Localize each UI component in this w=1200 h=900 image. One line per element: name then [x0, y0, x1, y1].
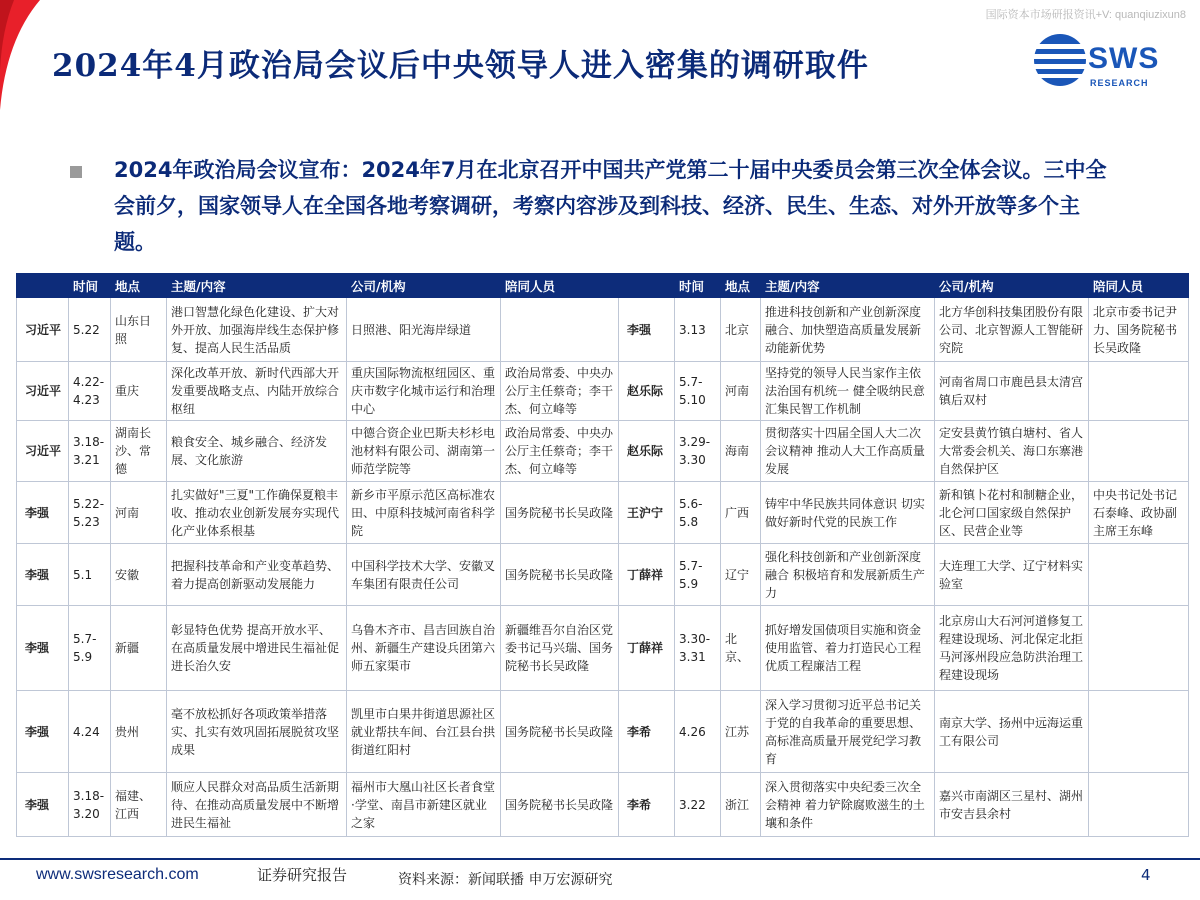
page-number: 4 [1141, 866, 1151, 884]
date-cell: 3.29-3.30 [675, 421, 721, 482]
date-cell: 3.13 [675, 298, 721, 362]
organization-cell: 福州市大凰山社区长者食堂·学堂、南昌市新建区就业之家 [347, 773, 501, 837]
leader-cell: 李强 [17, 773, 69, 837]
topic-cell: 坚持党的领导人民当家作主依法治国有机统一 健全吸纳民意汇集民智工作机制 [761, 362, 935, 421]
table-row [17, 362, 1189, 421]
topic-cell: 毫不放松抓好各项政策举措落实、扎实有效巩固拓展脱贫攻坚成果 [167, 691, 347, 773]
header-cell: 公司/机构 [935, 274, 1089, 298]
location-cell: 江苏 [721, 691, 761, 773]
location-cell: 福建、江西 [111, 773, 167, 837]
leader-cell: 赵乐际 [619, 362, 675, 421]
topic-cell: 铸牢中华民族共同体意识 切实做好新时代党的民族工作 [761, 482, 935, 544]
date-cell: 5.1 [69, 544, 111, 606]
organization-cell: 嘉兴市南湖区三星村、湖州市安吉县余村 [935, 773, 1089, 837]
leader-cell: 李强 [619, 298, 675, 362]
location-cell: 浙江 [721, 773, 761, 837]
organization-cell: 大连理工大学、辽宁材料实验室 [935, 544, 1089, 606]
organization-cell: 凯里市白果井街道思源社区就业帮扶车间、台江县台拱街道红阳村 [347, 691, 501, 773]
header-cell [619, 274, 675, 298]
date-cell: 5.7-5.9 [675, 544, 721, 606]
topic-cell: 深入学习贯彻习近平总书记关于党的自我革命的重要思想、高标准高质量开展党纪学习教育 [761, 691, 935, 773]
leader-cell: 李希 [619, 691, 675, 773]
date-cell: 3.22 [675, 773, 721, 837]
date-cell: 5.22 [69, 298, 111, 362]
organization-cell: 定安县黄竹镇白塘村、省人大常委会机关、海口东寨港自然保护区 [935, 421, 1089, 482]
topic-cell: 贯彻落实十四届全国人大二次会议精神 推动人大工作高质量发展 [761, 421, 935, 482]
leader-cell: 赵乐际 [619, 421, 675, 482]
footer-source-note: 资料来源：新闻联播 申万宏源研究 [398, 872, 613, 888]
companion-cell: 国务院秘书长吴政隆 [501, 544, 619, 606]
organization-cell: 新乡市平原示范区高标准农田、中原科技城河南省科学院 [347, 482, 501, 544]
companion-cell [1089, 606, 1189, 691]
leader-cell: 李强 [17, 544, 69, 606]
organization-cell: 南京大学、扬州中远海运重工有限公司 [935, 691, 1089, 773]
topic-cell: 港口智慧化绿色化建设、扩大对外开放、加强海岸线生态保护修复、提高人民生活品质 [167, 298, 347, 362]
topic-cell: 深入贯彻落实中央纪委三次全会精神 着力铲除腐败滋生的土壤和条件 [761, 773, 935, 837]
companion-cell: 中央书记处书记石泰峰、政协副主席王东峰 [1089, 482, 1189, 544]
watermark-text: 国际资本市场研报资讯+V: quanqiuzixun8 [985, 9, 1186, 21]
location-cell: 新疆 [111, 606, 167, 691]
companion-cell: 国务院秘书长吴政隆 [501, 773, 619, 837]
companion-cell [1089, 691, 1189, 773]
organization-cell: 北方华创科技集团股份有限公司、北京智源人工智能研究院 [935, 298, 1089, 362]
date-cell: 3.18-3.21 [69, 421, 111, 482]
organization-cell: 新和镇卜花村和制糖企业，北仑河口国家级自然保护区、民营企业等 [935, 482, 1089, 544]
companion-cell: 新疆维吾尔自治区党委书记马兴瑞、国务院秘书长吴政隆 [501, 606, 619, 691]
location-cell: 贵州 [111, 691, 167, 773]
table-row [17, 298, 1189, 362]
leader-cell: 习近平 [17, 362, 69, 421]
leader-cell: 李强 [17, 606, 69, 691]
organization-cell: 河南省周口市鹿邑县太清宫镇后双村 [935, 362, 1089, 421]
companion-cell: 政治局常委、中央办公厅主任蔡奇；李干杰、何立峰等 [501, 421, 619, 482]
organization-cell: 中德合资企业巴斯夫杉杉电池材料有限公司、湖南第一师范学院等 [347, 421, 501, 482]
header-cell: 陪同人员 [501, 274, 619, 298]
location-cell: 河南 [721, 362, 761, 421]
header-cell: 主题/内容 [167, 274, 347, 298]
date-cell: 5.6-5.8 [675, 482, 721, 544]
companion-cell [1089, 421, 1189, 482]
footer-divider [0, 858, 1200, 860]
leader-cell: 李希 [619, 773, 675, 837]
leader-cell: 丁薛祥 [619, 544, 675, 606]
topic-cell: 彰显特色优势 提高开放水平、在高质量发展中增进民生福祉促进长治久安 [167, 606, 347, 691]
companion-cell [1089, 362, 1189, 421]
topic-cell: 扎实做好"三夏"工作确保夏粮丰收、推动农业创新发展夯实现代化产业体系根基 [167, 482, 347, 544]
date-cell: 4.26 [675, 691, 721, 773]
organization-cell: 北京房山大石河河道修复工程建设现场、河北保定北拒马河涿州段应急防洪治理工程建设现场 [935, 606, 1089, 691]
table-row [17, 544, 1189, 606]
organization-cell: 重庆国际物流枢纽园区、重庆市数字化城市运行和治理中心 [347, 362, 501, 421]
location-cell: 北京、 [721, 606, 761, 691]
table-row [17, 606, 1189, 691]
topic-cell: 顺应人民群众对高品质生活新期待、在推动高质量发展中不断增进民生福祉 [167, 773, 347, 837]
companion-cell [501, 298, 619, 362]
location-cell: 重庆 [111, 362, 167, 421]
leader-cell: 丁薛祥 [619, 606, 675, 691]
header-cell: 主题/内容 [761, 274, 935, 298]
location-cell: 河南 [111, 482, 167, 544]
leader-cell: 习近平 [17, 298, 69, 362]
date-cell: 5.22-5.23 [69, 482, 111, 544]
table-row [17, 773, 1189, 837]
location-cell: 广西 [721, 482, 761, 544]
topic-cell: 把握科技革命和产业变革趋势、着力提高创新驱动发展能力 [167, 544, 347, 606]
organization-cell: 日照港、阳光海岸绿道 [347, 298, 501, 362]
bullet-marker [70, 166, 82, 178]
leader-cell: 习近平 [17, 421, 69, 482]
table-row [17, 421, 1189, 482]
date-cell: 3.30-3.31 [675, 606, 721, 691]
table-header-row [17, 274, 1189, 298]
page-title: 2024年4月政治局会议后中央领导人进入密集的调研取件 [52, 48, 869, 84]
logo-subtitle: RESEARCH [1090, 78, 1149, 88]
date-cell: 3.18-3.20 [69, 773, 111, 837]
table-row [17, 482, 1189, 544]
topic-cell: 抓好增发国债项目实施和资金使用监管、着力打造民心工程优质工程廉洁工程 [761, 606, 935, 691]
location-cell: 安徽 [111, 544, 167, 606]
date-cell: 5.7-5.9 [69, 606, 111, 691]
organization-cell: 中国科学技术大学、安徽叉车集团有限责任公司 [347, 544, 501, 606]
footer-website-link[interactable]: www.swsresearch.com [36, 866, 199, 883]
topic-cell: 推进科技创新和产业创新深度融合、加快塑造高质量发展新动能新优势 [761, 298, 935, 362]
visits-table [16, 273, 1189, 837]
footer-report-label: 证券研究报告 [257, 866, 348, 884]
date-cell: 4.24 [69, 691, 111, 773]
companion-cell [1089, 544, 1189, 606]
leader-cell: 李强 [17, 482, 69, 544]
header-cell: 陪同人员 [1089, 274, 1189, 298]
companion-cell [1089, 773, 1189, 837]
location-cell: 海南 [721, 421, 761, 482]
organization-cell: 乌鲁木齐市、昌吉回族自治州、新疆生产建设兵团第六师五家渠市 [347, 606, 501, 691]
date-cell: 5.7-5.10 [675, 362, 721, 421]
location-cell: 辽宁 [721, 544, 761, 606]
leader-cell: 王沪宁 [619, 482, 675, 544]
location-cell: 北京 [721, 298, 761, 362]
header-cell: 时间 [69, 274, 111, 298]
companion-cell: 政治局常委、中央办公厅主任蔡奇；李干杰、何立峰等 [501, 362, 619, 421]
date-cell: 4.22-4.23 [69, 362, 111, 421]
header-cell: 公司/机构 [347, 274, 501, 298]
header-cell: 地点 [721, 274, 761, 298]
topic-cell: 深化改革开放、新时代西部大开发重要战略支点、内陆开放综合枢纽 [167, 362, 347, 421]
companion-cell: 国务院秘书长吴政隆 [501, 482, 619, 544]
header-cell: 地点 [111, 274, 167, 298]
topic-cell: 强化科技创新和产业创新深度融合 积极培育和发展新质生产力 [761, 544, 935, 606]
header-cell [17, 274, 69, 298]
location-cell: 山东日照 [111, 298, 167, 362]
leader-cell: 李强 [17, 691, 69, 773]
logo-name: SWS [1088, 42, 1160, 75]
table-row [17, 691, 1189, 773]
companion-cell: 北京市委书记尹力、国务院秘书长吴政隆 [1089, 298, 1189, 362]
intro-paragraph: 2024年政治局会议宣布：2024年7月在北京召开中国共产党第二十届中央委员会第三次全体会议。三中全会前夕，国家领导人在全国各地考察调研，考察内容涉及到科技、经济、民生、生态、对外开放等多个主题。 [114, 158, 1107, 254]
location-cell: 湖南长沙、常德 [111, 421, 167, 482]
companion-cell: 国务院秘书长吴政隆 [501, 691, 619, 773]
corner-decoration [0, 0, 40, 110]
topic-cell: 粮食安全、城乡融合、经济发展、文化旅游 [167, 421, 347, 482]
header-cell: 时间 [675, 274, 721, 298]
